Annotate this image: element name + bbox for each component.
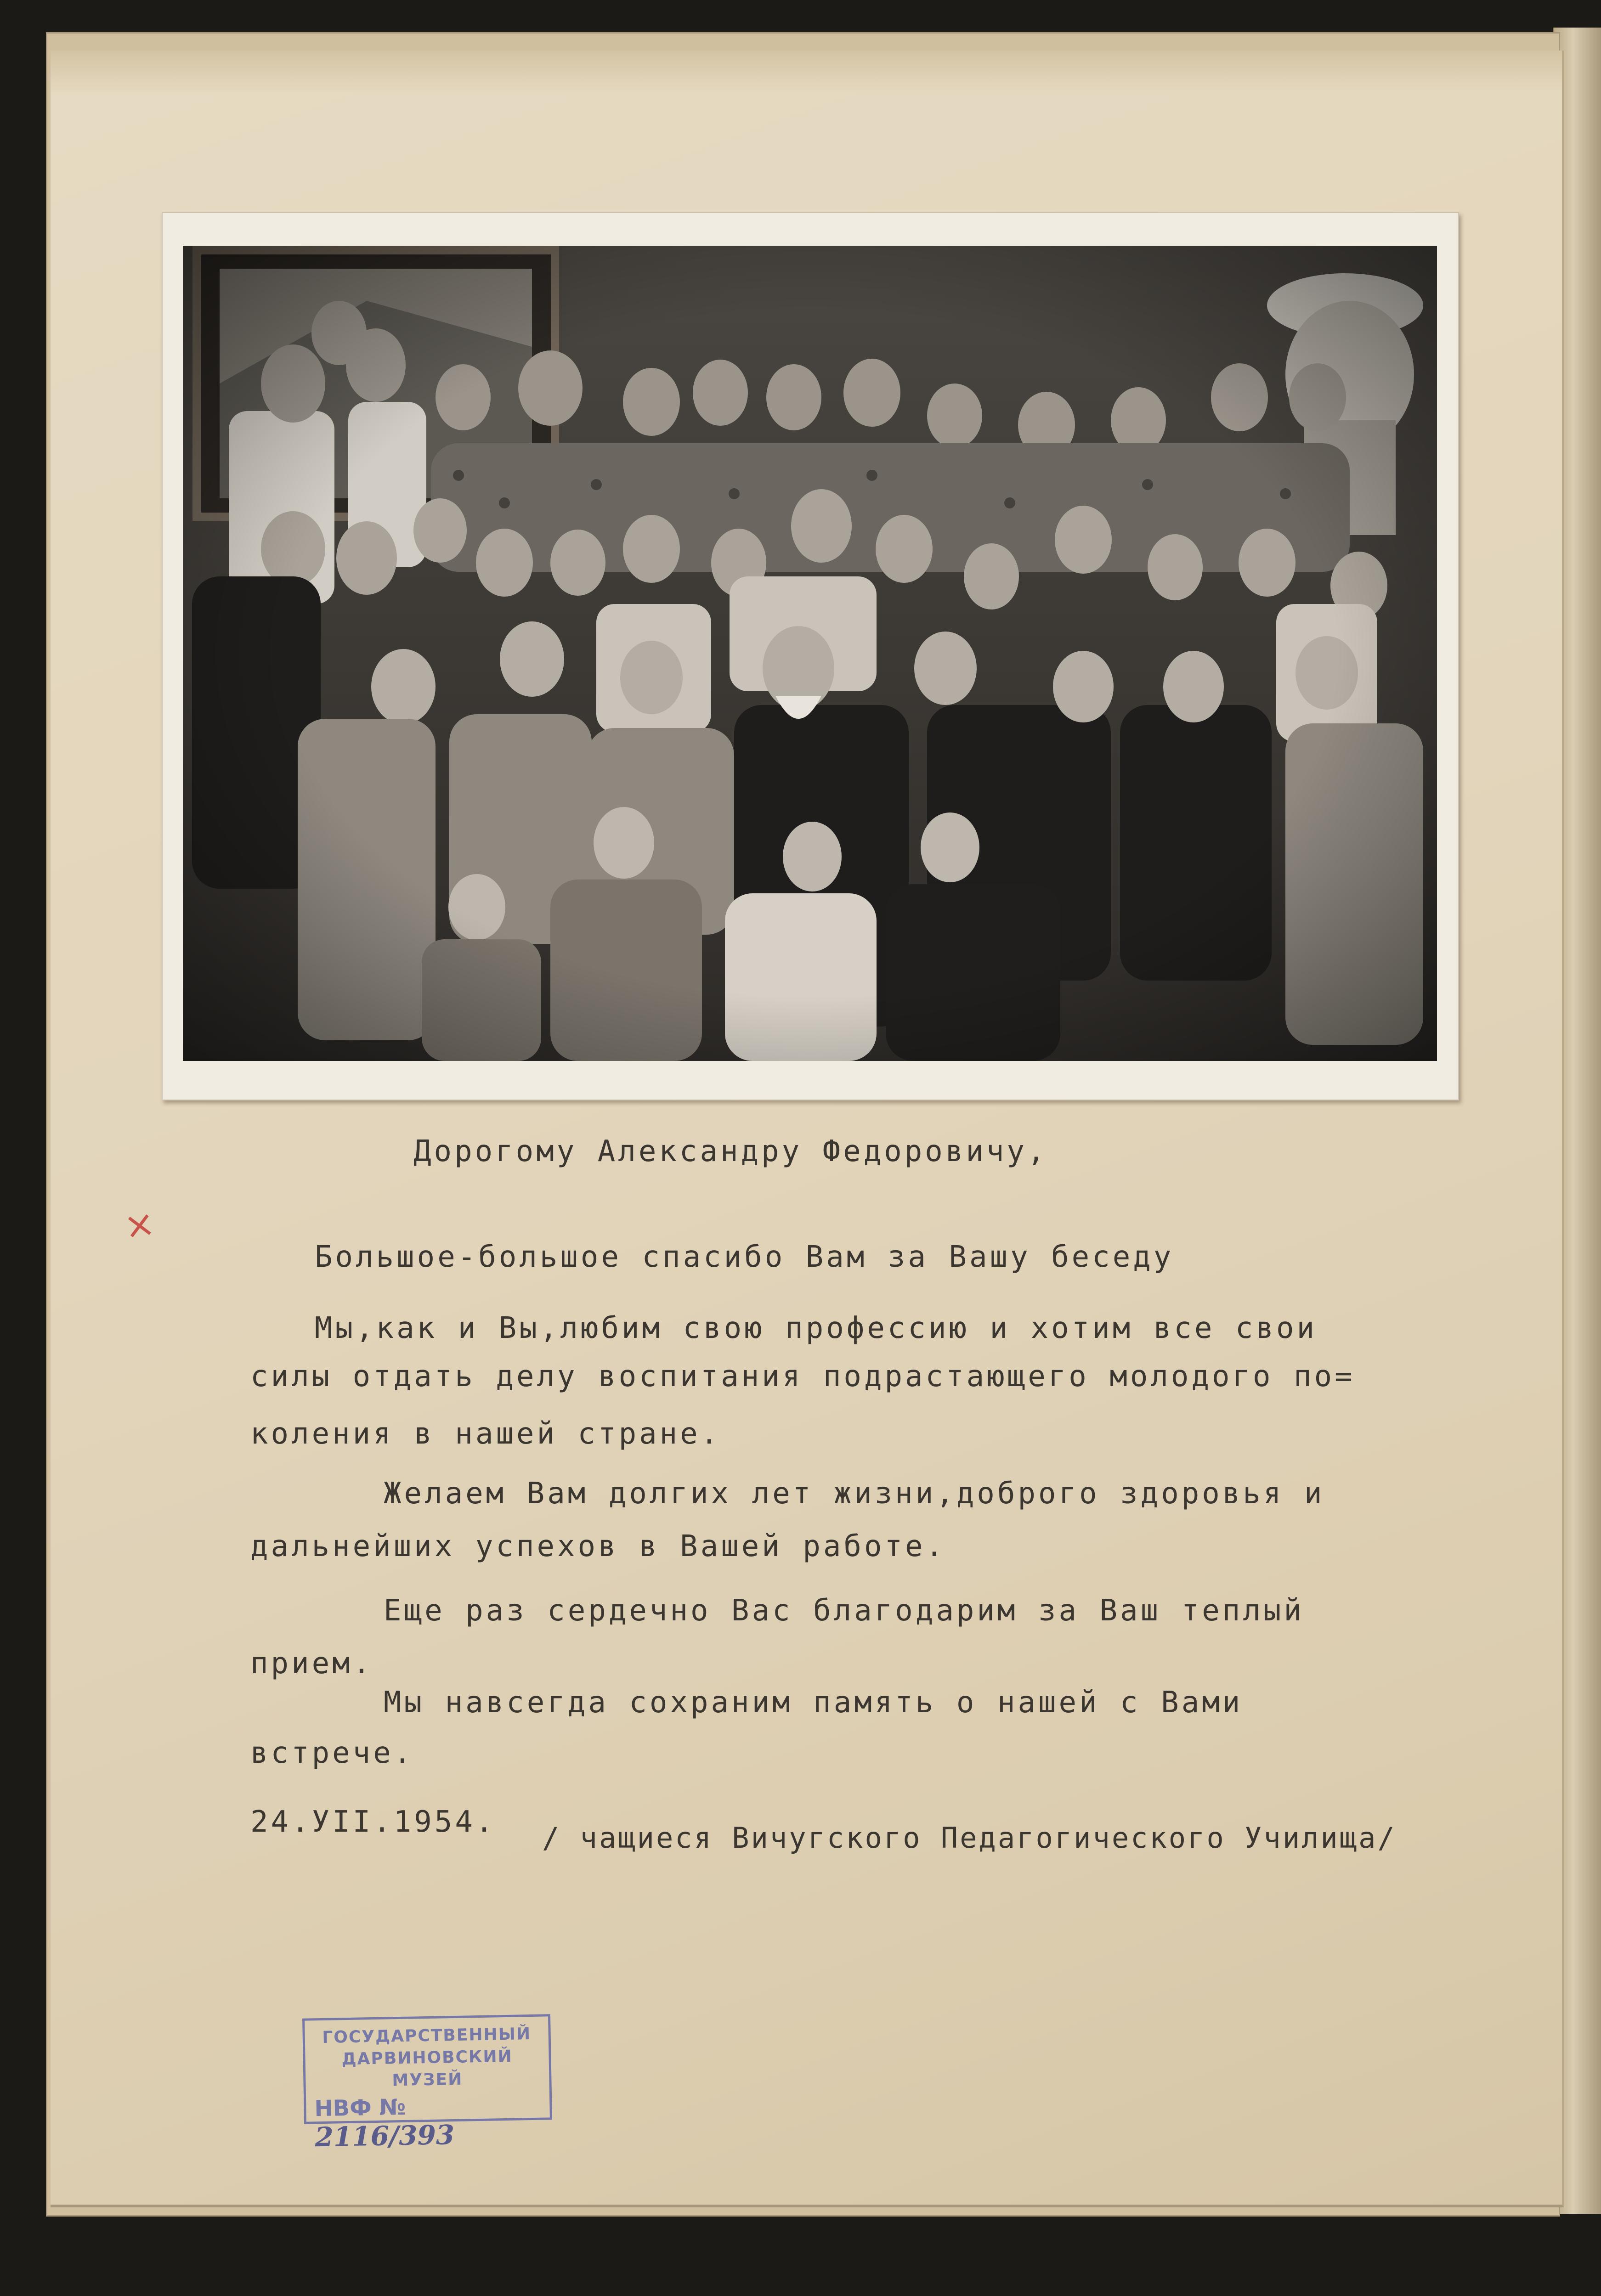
- paper-fold: [51, 51, 1562, 92]
- letter-line: прием.: [250, 1647, 373, 1681]
- stamp-prefix: НВФ №: [314, 2094, 406, 2122]
- stamp-number: 2116/393: [314, 2119, 455, 2153]
- group-photograph: [183, 246, 1437, 1061]
- margin-mark: ×: [121, 1201, 158, 1248]
- letter-greeting: Дорогому Александру Федоровичу,: [413, 1134, 1048, 1168]
- group-photo-image: [183, 246, 1437, 1061]
- letter-line: Желаем Вам долгих лет жизни,доброго здоровья и: [384, 1477, 1325, 1511]
- museum-stamp: [302, 2014, 552, 2153]
- letter-signature: / чащиеся Вичугского Педагогического Училища/: [542, 1821, 1397, 1855]
- letter-line: силы отдать делу воспитания подрастающего молодого по=: [250, 1360, 1355, 1393]
- letter-line: Мы,как и Вы,любим свою профессию и хотим все свои: [315, 1311, 1318, 1345]
- letter-line: Большое-большое спасибо Вам за Вашу беседу: [315, 1240, 1174, 1274]
- letter-date: 24.УII.1954.: [250, 1805, 496, 1839]
- letter-line: Мы навсегда сохраним память о нашей с Вами: [384, 1686, 1243, 1720]
- letter-line: дальнейших успехов в Вашей работе.: [250, 1529, 946, 1563]
- letter-line: коления в нашей стране.: [250, 1417, 721, 1451]
- letter-line: встрече.: [250, 1736, 414, 1770]
- stamp-line-2: ДАРВИНОВСКИЙ МУЗЕЙ: [341, 2047, 513, 2090]
- stamp-line-1: ГОСУДАРСТВЕННЫЙ: [322, 2025, 532, 2047]
- letter-line: Еще раз сердечно Вас благодарим за Ваш теплый: [384, 1594, 1304, 1628]
- stamp-line-3: [314, 2092, 542, 2153]
